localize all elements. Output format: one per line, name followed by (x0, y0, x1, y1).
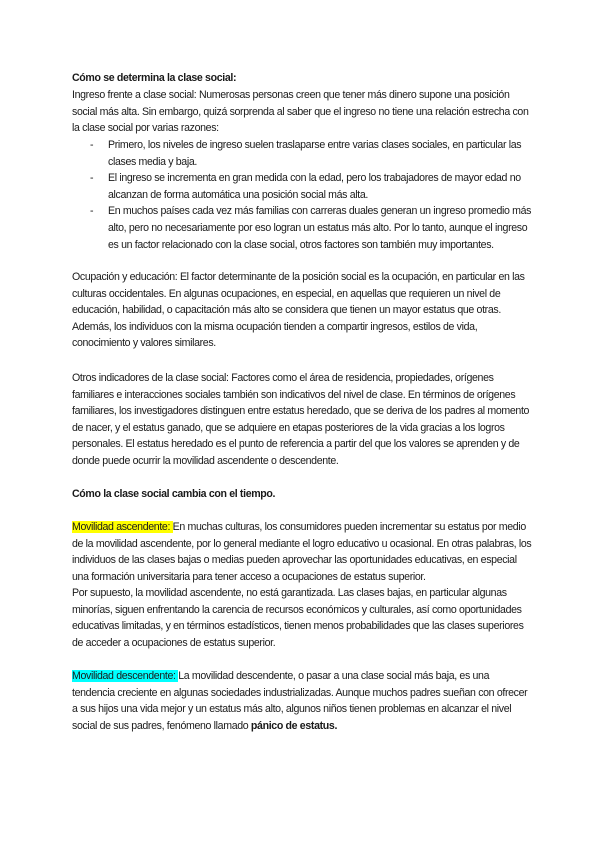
list-item (72, 203, 532, 253)
bullet-marker: - (90, 205, 94, 218)
paragraph-income-intro: Ingreso frente a clase social: Numerosas personas creen que tener más dinero supone una posición social más alta. Sin embargo, quizá sorprenda al saber que el ingreso no tiene una relación estrecha con la clase social por varias razones: (72, 89, 529, 135)
section-heading-determination: Cómo se determina la clase social: (72, 72, 237, 84)
downward-mobility-label: Movilidad descendente: (72, 670, 179, 682)
paragraph-upward-mobility (72, 519, 532, 585)
list-item (72, 170, 532, 203)
bullet-text: En muchos países cada vez más familias con carreras duales generan un ingreso promedio más alto, pero no necesariamente por eso logran un estatus más alto. Por lo tanto, aunque el ingreso es un factor relacionado con la clase social, otros factores son también muy importantes. (108, 205, 532, 251)
paragraph-other-indicators: Otros indicadores de la clase social: Factores como el área de residencia, propiedades, orígenes familiares e interacciones sociales también son indicativos del nivel de clase. En términos de orígenes familiares, los investigadores distinguen entre estatus heredado, que se deriva de los padres al momento de nacer, y el estatus ganado, que se adquiere en etapas posteriores de la vida gracias a los logros personales. El estatus heredado es el punto de referencia a partir del que los valores se aprenden y de donde puede ocurrir la movilidad ascendente o descendente. (72, 372, 530, 467)
upward-mobility-text: En muchas culturas, los consumidores pueden incrementar su estatus por medio de la movilidad ascendente, por lo general mediante el logro educativo u ocasional. En otras palabras, los individuos de las clases bajas o medias pueden aprovechar las oportunidades educativas, en especial una formación universitaria para tener acceso a ocupaciones de estatus superior. (72, 521, 532, 583)
bullet-text: El ingreso se incrementa en gran medida con la edad, pero los trabajadores de mayor edad no alcanzan de forma automática una posición social más alta. (108, 172, 521, 201)
list-item (72, 137, 532, 170)
status-panic-term: pánico de estatus. (250, 719, 338, 732)
section-heading-change: Cómo la clase social cambia con el tiempo. (72, 488, 276, 500)
bullet-marker: - (90, 172, 94, 185)
paragraph-upward-followup: Por supuesto, la movilidad ascendente, no está garantizada. Las clases bajas, en particular algunas minorías, siguen enfrentando la carencia de recursos económicos y culturales, así como oportunidades educativas limitadas, y en términos estadísticos, tienen menos probabilidades que las clases superiores de acceder a ocupaciones de estatus superior. (72, 587, 524, 649)
paragraph-downward-mobility (72, 668, 532, 734)
income-bullet-list (72, 137, 532, 253)
upward-mobility-label: Movilidad ascendente: (72, 521, 173, 533)
downward-mobility-text: La movilidad descendente, o pasar a una clase social más baja, es una tendencia creciente en algunas sociedades industrializadas. Aunque muchos padres sueñan con ofrecer a sus hijos una vida mejor y un estatus más alto, algunos niños tienen problemas en alcanzar el nivel social de sus padres, fenómeno llamado (72, 670, 528, 732)
paragraph-occupation: Ocupación y educación: El factor determinante de la posición social es la ocupación, en particular en las culturas occidentales. En algunas ocupaciones, en especial, en aquellas que requieren un nivel de educación, habilidad, o capacitación más alto se considera que tienen un mayor estatus que otras. Además, los individuos con la misma ocupación tienden a compartir ingresos, estilos de vida, conocimiento y valores similares. (72, 271, 525, 350)
bullet-text: Primero, los niveles de ingreso suelen traslaparse entre varias clases sociales, en particular las clases media y baja. (108, 139, 522, 168)
bullet-marker: - (90, 139, 94, 151)
